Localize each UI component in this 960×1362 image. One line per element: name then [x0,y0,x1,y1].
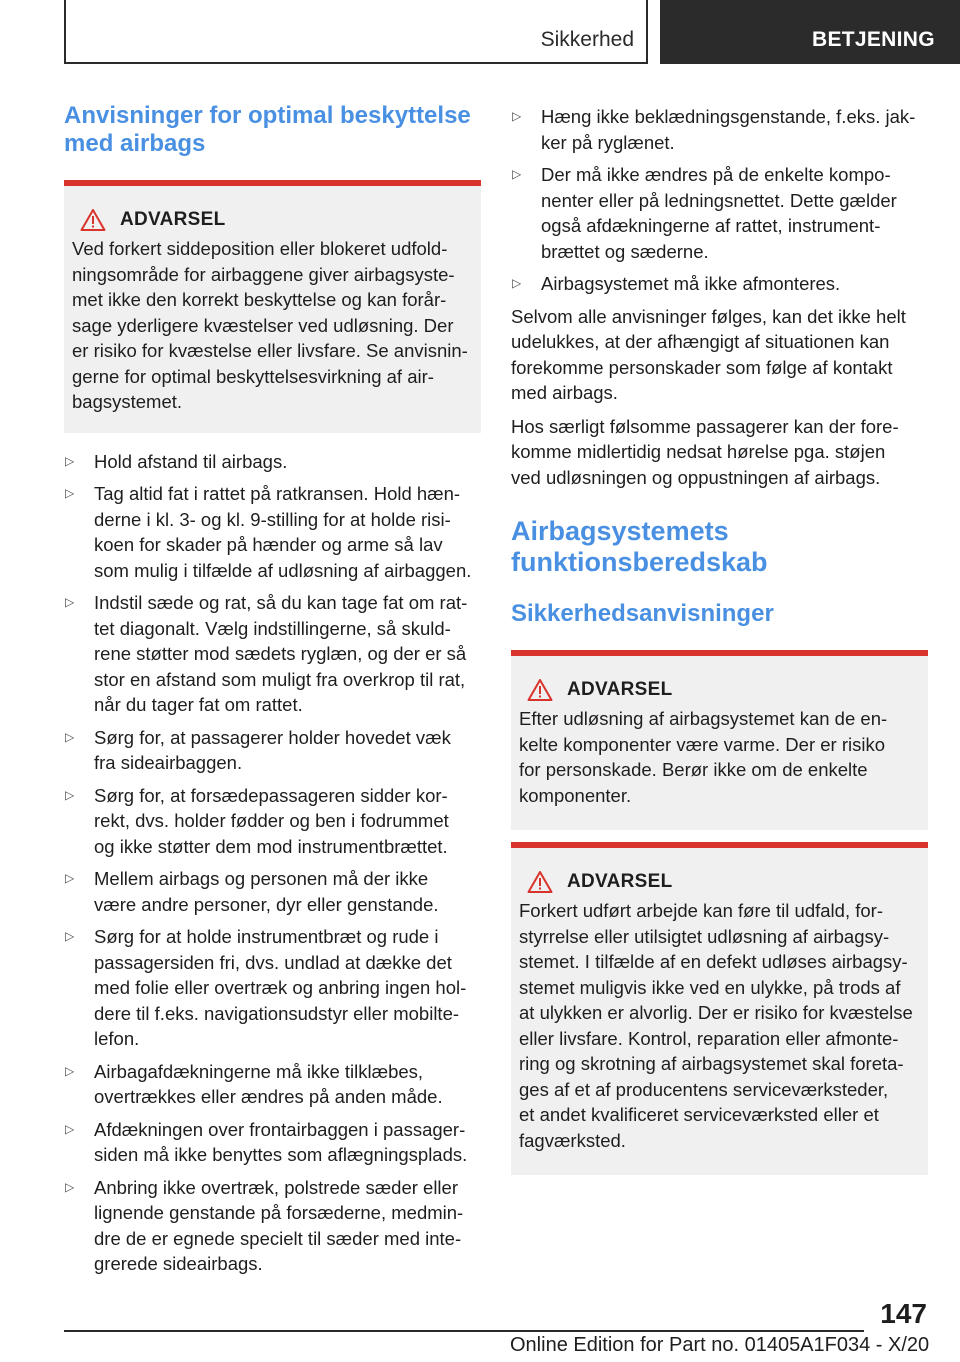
list-item-text [541,104,928,155]
text-line: være andre personer, dyr eller genstande. [94,893,439,915]
list-item-text [94,449,481,475]
warning-text [519,898,918,1153]
text-line: kelte komponenter være varme. Der er risiko [519,733,886,755]
text-line: Ved forkert siddeposition eller blokeret udfold- [72,238,448,259]
text-line: Der må ikke ændres på de enkelte kompo- [541,164,891,185]
paragraph [511,414,928,491]
warning-triangle-icon [80,208,106,232]
text-line: Indstil sæde og rat, så du kan tage fat om rat- [94,592,468,613]
subsection-heading: Sikkerhedsanvisninger [511,600,774,627]
list-item [64,1117,481,1168]
list-item [64,481,481,583]
instruction-list [64,449,481,1277]
text-line: dre de er egnede specielt til sæder med inte- [94,1227,462,1249]
triangle-bullet-icon: ▷ [65,1063,75,1078]
edition-note: Online Edition for Part no. 01405A1F034 - X/20 [510,1334,930,1356]
warning-title: ADVARSEL [567,679,673,700]
list-item-text [541,162,928,264]
text-line: fra sideairbaggen. [94,752,243,773]
text-line: med folie eller overtræk og anbring ingen hol- [94,977,467,998]
text-line: Efter udløsning af airbagsystemet kan de en- [519,708,888,729]
list-item [511,104,928,155]
footer-divider [64,1330,864,1332]
text-line: brættet og sæderne. [541,240,709,262]
text-line: Tag altid fat i rattet på ratkransen. Hold hæn- [94,483,461,504]
list-item [64,1175,481,1277]
text-line: rekt, dvs. holder fødder og ben i fodrummet [94,810,449,831]
text-line: koen for skader på hænder og arme så lav [94,534,443,555]
triangle-bullet-icon: ▷ [65,729,75,744]
header-frame [64,0,648,64]
text-line: tet diagonalt. Vælg indstillingerne, så skuld- [94,617,451,639]
triangle-bullet-icon: ▷ [65,486,75,500]
text-line: Sørg for, at forsædepassageren sidder kor- [94,784,448,806]
warning-box [511,842,928,1175]
text-line: også afdækningerne af rattet, instrument- [541,215,881,236]
text-line: for personskade. Berør ikke om de enkelte [519,759,868,780]
triangle-bullet-icon: ▷ [65,595,75,609]
text-line: stor en afstand som muligt fra overkrop til rat, [94,668,466,690]
list-item-text [94,924,481,1052]
text-line: lignende genstande på forsæderne, medmin- [94,1202,464,1223]
text-line: komponenter. [519,784,632,806]
text-line: siden må ikke benyttes som aflægningsplads. [94,1144,468,1165]
list-item [64,449,481,475]
text-line: grerede sideairbags. [94,1253,263,1274]
list-item-text [94,783,481,860]
triangle-bullet-icon: ▷ [512,109,522,123]
warning-box [64,180,481,433]
text-line: er risiko for kvæstelse eller livsfare. Se anvisnin- [72,340,468,361]
text-line: når du tager fat om rattet. [94,694,303,715]
list-item [64,590,481,718]
text-line: Sørg for, at passagerer holder hovedet væk [94,726,451,748]
list-item [511,271,928,297]
text-line: stemet muligvis ikke ved en ulykke, på trods af [519,976,901,998]
list-item-text [94,590,481,718]
text-line: ningsområde for airbaggene giver airbagsyste- [72,263,455,285]
warning-title: ADVARSEL [567,871,673,892]
text-line: Selvom alle anvisninger følges, kan det ikke helt [511,305,906,327]
triangle-bullet-icon: ▷ [65,787,75,802]
warning-box [511,650,928,830]
text-line: dere til f.eks. navigationsudstyr eller mobilte- [94,1002,460,1024]
text-line: lefon. [94,1028,140,1049]
text-line: sage yderligere kvæstelser ved udløsning. Der [72,314,454,336]
text-line: ker på ryglænet. [541,131,675,153]
text-line: fagværksted. [519,1129,626,1151]
text-line: Hæng ikke beklædningsgenstande, f.eks. jak- [541,106,916,127]
list-item [64,924,481,1052]
triangle-bullet-icon: ▷ [65,1179,75,1194]
text-line: Hold afstand til airbags. [94,450,288,472]
list-item [64,725,481,776]
text-line: nenter eller på ledningsnettet. Dette gælder [541,189,897,211]
right-column [511,102,928,1175]
list-item [64,1059,481,1110]
left-column [64,102,481,1284]
list-item-text [94,1175,481,1277]
warning-triangle-icon [527,678,553,702]
text-line: og ikke støtter dem mod instrumentbrættet. [94,835,448,857]
list-item-text [94,481,481,583]
text-line: passagersiden fri, dvs. undlad at dække det [94,951,452,973]
triangle-bullet-icon: ▷ [65,871,75,885]
text-line: ges af et af producentens serviceværksteder, [519,1078,889,1100]
text-line: forekomme personskader som følge af kontakt [511,356,893,378]
chapter-heading: Airbagsystemets funktionsberedskab [511,516,768,577]
text-line: derne i kl. 3- og kl. 9-stilling for at holde risi- [94,508,451,530]
page-number: 147 [880,1298,927,1329]
paragraph [511,304,928,406]
text-line: Sørg for at holde instrumentbræt og rude i [94,926,439,947]
text-line: Afdækningen over frontairbaggen i passager- [94,1118,466,1140]
text-line: Anbring ikke overtræk, polstrede sæder eller [94,1176,458,1198]
triangle-bullet-icon: ▷ [512,167,522,181]
warning-title: ADVARSEL [120,209,226,230]
section-heading: Anvisninger for optimal beskyttelse med airbags [64,102,471,157]
list-item-text [94,725,481,776]
triangle-bullet-icon: ▷ [65,1121,75,1136]
list-item-text [94,1059,481,1110]
text-line: med airbags. [511,382,618,403]
list-item [64,783,481,860]
section-title: Sikkerhed [540,28,634,51]
text-line: rene støtter mod sædets ryglæn, og der er så [94,643,467,664]
text-line: at ulykken er alvorlig. Der er risiko for kvæstelse [519,1002,913,1023]
chapter-tab: BETJENING [660,0,960,64]
triangle-bullet-icon: ▷ [512,276,522,290]
warning-text [72,236,471,415]
text-line: eller livsfare. Kontrol, reparation eller afmonte- [519,1027,899,1049]
list-item-text [94,1117,481,1168]
text-line: styrrelse eller utilsigtet udløsning af airbagsy- [519,925,890,947]
text-line: Forkert udført arbejde kan føre til udfald, for- [519,900,883,921]
list-item-text [94,866,481,917]
text-line: overtrækkes eller ændres på anden måde. [94,1086,443,1107]
text-line: et andet kvalificeret serviceværksted eller et [519,1104,879,1125]
text-line: Hos særligt følsomme passagerer kan der fore- [511,415,899,437]
instruction-list-continued [511,104,928,297]
text-line: bagsystemet. [72,391,183,412]
list-item [64,866,481,917]
text-line: stemet. I tilfælde af en defekt udløses airbagsy- [519,951,908,972]
list-item [511,162,928,264]
text-line: ring og skrotning af airbagsystemet skal foreta- [519,1053,904,1074]
text-line: Airbagafdækningerne må ikke tilklæbes, [94,1060,424,1082]
text-line: udelukkes, at der afhængigt af situationen kan [511,331,890,352]
list-item-text [541,271,928,297]
triangle-bullet-icon: ▷ [65,929,75,943]
triangle-bullet-icon: ▷ [65,453,75,468]
text-line: met ikke den korrekt beskyttelse og kan forår- [72,289,447,310]
text-line: Mellem airbags og personen må der ikke [94,868,429,889]
text-line: ved udløsningen og oppustningen af airbags. [511,466,881,488]
text-line: komme midlertidig nedsat hørelse pga. støjen [511,441,886,462]
text-line: Airbagsystemet må ikke afmonteres. [541,273,841,294]
warning-text [519,706,918,808]
text-line: som mulig i tilfælde af udløsning af airbaggen. [94,559,472,581]
warning-triangle-icon [527,870,553,894]
text-line: gerne for optimal beskyttelsesvirkning af air- [72,365,434,387]
